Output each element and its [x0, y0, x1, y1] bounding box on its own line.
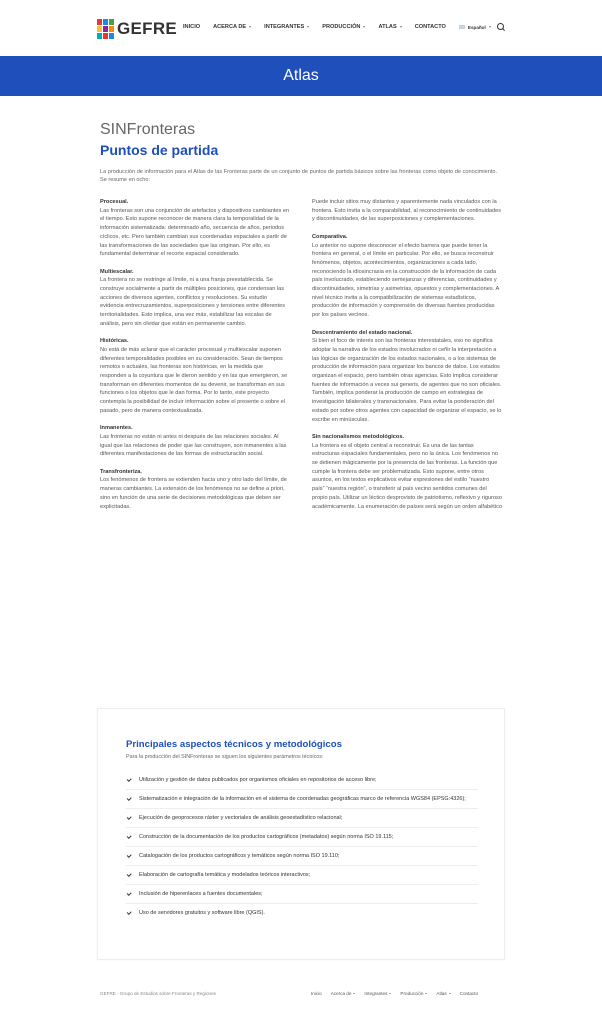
main-nav — [183, 23, 505, 31]
principle-body: Lo anterior no supone desconocer el efecto barrera que puede tener la frontera en general, o el límite en particular. Por ello, se busca reconstruir fenómenos, objetos, acontecimientos, organizaciones a cada lado, reconociendo la idiosincrasia en la construcción de la información de cada país involucrado, estableciendo semejanzas y diferencias, continuidades y discontinuidades, simetrías y asimetrías, opuestos y complementaciones. A nivel técnico invita a la compatibilización de sistemas estadísticos, producción de información y comprensión de diversas fuentes producidas por los países vecinos. — [312, 242, 499, 319]
nav-item-label: CONTACTO — [414, 24, 446, 30]
principle-body: Puede incluir sitios muy distantes y aparentemente nada vinculados con la frontera. Esto invita a la comparabilidad, al reconocimiento de continuidades y discontinuidades, de las superposiciones y complementaciones. — [312, 199, 502, 223]
principle-block — [312, 198, 502, 224]
footer-nav-label: Contacto — [459, 991, 479, 996]
principle-body: La frontera es el objeto central a reconstruir. Es una de las tantas estructuras espaciales fundamentales, pero no la única. Los fenómenos no se detienen mágicamente por la presencia de las fronteras. La función que cumple la frontera debe ser problematizada. Esto supone, entre otros asuntos, en los textos explicativos evitar expresiones del estilo “nuestro país” “nuestra región”, o transferir al país vecino sentidos comunes del propio país. Utilizar un léctico desprovisto de patriotismo, reflexivo y riguroso académicamente. La enumeración de países será según un orden alfabético — [312, 442, 502, 510]
footer-nav — [311, 991, 487, 996]
principle-body: Las fronteras no están ni antes ni después de las relaciones sociales. Al igual que las relaciones de poder que las construyen, son inmanentes a las diferentes manifestaciones de las formas de estructuración social. — [100, 433, 287, 458]
principle-block — [100, 198, 290, 259]
flag-icon — [459, 25, 465, 29]
principle-body: No está de más aclarar que el carácter procesual y multiescalar suponen diferentes temporalidades posibles en su consideración. Sean de tiempos remotos o actuales, las fronteras son históricas, en la medida que responden a la coyuntura que le dieron sentido y en las que emergieron, se transforman en diferentes momentos de su devenir, se transforman en sus funciones o los objetos que le dan forma. Por lo tanto, este proyecto contempla la posibilidad de incluir información sobre el presente o sobre el pasado, pero de manera contextualizada. — [100, 346, 288, 414]
list-item-text: Elaboración de cartografía temática y modelados teóricos interactivos; — [139, 872, 311, 878]
technical-intro: Para la producción del SINFronteras se siguen los siguientes parámetros técnicos: — [126, 754, 324, 760]
check-icon — [127, 796, 132, 801]
check-icon — [127, 872, 132, 877]
nav-item-acerca-de[interactable] — [213, 24, 251, 30]
site-logo[interactable] — [97, 18, 177, 40]
footer-nav-item-acerca-de[interactable] — [331, 991, 356, 996]
language-label: Español — [467, 24, 486, 30]
list-item-text: Ejecución de geoprocesos ráster y vectoriales de análisis geoestadístico relacional; — [139, 815, 343, 821]
footer-nav-item-inicio[interactable] — [311, 991, 322, 996]
footer-nav-item-produccion[interactable] — [400, 991, 427, 996]
check-icon — [127, 853, 132, 858]
principle-title: Comparativa. — [312, 233, 348, 240]
principle-block — [100, 268, 290, 329]
logo-square — [103, 26, 108, 32]
logo-square — [109, 33, 114, 39]
logo-text: GEFRE — [117, 19, 178, 38]
check-icon — [127, 815, 132, 820]
principle-body: Si bien el foco de interés son las fronteras interestatales, eso no significa adoptar la narrativa de los estados involucrados ni ceñir la interpretación a las lógicas de organización de los estados nacionales, o a los sistemas de producción de información para organizar los bancos de datos. Los estados organizan el espacio, pero también otras agencias. Esto implica considerar fuentes de información a veces sui generis, de agentes que no son oficiales. También, implica ponderar la producción de campo en estrategias de investigación bilaterales y transnacionales. Para evitar la ponderación del estado por sobre otros agentes con capacidad de organizar el espacio, se lo escribe en minúsculas. — [312, 338, 502, 423]
principle-block — [312, 329, 502, 425]
page-banner — [0, 56, 602, 96]
chevron-down-icon — [489, 26, 491, 28]
language-selector[interactable] — [459, 25, 491, 30]
check-icon — [127, 891, 132, 896]
principle-title: Multiescalar. — [100, 268, 134, 275]
list-item — [126, 904, 478, 922]
technical-list — [126, 771, 478, 922]
list-item-text: Sistematización e integración de la información en el sistema de coordenadas geográficas marco de referencia WGS84 (EPSG:4326); — [139, 796, 466, 802]
nav-item-label: PRODUCCIÓN — [322, 24, 361, 30]
footer-nav-label: Inicio — [311, 991, 322, 996]
logo-square — [109, 26, 114, 32]
chevron-down-icon — [389, 993, 391, 994]
principle-title: Sin nacionalismos metodológicos. — [312, 433, 405, 440]
list-item-text: Catalogación de los productos cartográficos y temáticos según norma ISO 19.110; — [139, 853, 340, 859]
list-item — [126, 771, 478, 790]
principle-block — [312, 433, 502, 511]
principle-block — [100, 468, 290, 512]
footer-nav-item-contacto[interactable] — [460, 991, 478, 996]
logo-square — [97, 26, 102, 32]
principle-title: Descentramiento del estado nacional. — [312, 329, 413, 336]
chevron-down-icon — [353, 993, 355, 994]
logo-square — [103, 33, 108, 39]
list-item — [126, 847, 478, 866]
principle-title: Transfronteriza. — [100, 468, 142, 475]
nav-item-label: ACERCA DE — [213, 24, 247, 30]
list-item — [126, 790, 478, 809]
principle-block — [100, 424, 290, 459]
footer-nav-item-integrantes[interactable] — [364, 991, 391, 996]
technical-title: Principales aspectos técnicos y metodológicos — [126, 739, 342, 750]
footer-nav-label: Integrantes — [364, 991, 388, 996]
principle-body: Las fronteras son una conjunción de artefactos y dispositivos cambiantes en el tiempo. Esto supone reconocer de manera clara la temporalidad de la información sistematizada: determinado año, secuencia de años, periodos cíclicos, etc. Pero también cambian sus coordenadas espaciales a partir de las transformaciones de las sociedades que las originan. Por ello, es fundamental determinar el recorte espacial considerado. — [100, 207, 290, 258]
nav-item-label: INTEGRANTES — [264, 24, 305, 30]
list-item — [126, 809, 478, 828]
chevron-down-icon — [363, 26, 365, 28]
site-header — [0, 0, 602, 56]
check-icon — [127, 834, 132, 839]
nav-item-label: INICIO — [183, 24, 201, 30]
principle-body: Los fenómenos de frontera se extienden hacia uno y otro lado del límite, de maneras cambiantes. La extensión de los fenómenos no se define a priori, sino en función de una serie de decisiones metodológicas que deben ser explicitadas. — [100, 477, 287, 510]
section-title: Puntos de partida — [100, 142, 219, 158]
list-item — [126, 866, 478, 885]
right-column — [312, 198, 502, 520]
list-item-text: Inclusión de hiperenlaces a fuentes documentales; — [139, 891, 263, 897]
technical-aspects-panel — [97, 708, 505, 960]
footer-nav-label: Acerca de — [330, 991, 352, 996]
principle-body: La frontera no se restringe al límite, ni a una franja preestablecida. Se construye socialmente a partir de múltiples posiciones, que condensan las acciones de diversos agentes, conflictos y resoluciones. Su estudio evidencia entrecruzamientos, superposiciones y tensiones entre diferentes territorialidades. Esto implica, una vez más, estabilizar las escalas de análisis, pero sin olvidar que están en permanente cambio. — [100, 277, 286, 327]
principle-title: Históricas. — [100, 338, 129, 345]
left-column — [100, 198, 290, 520]
chevron-down-icon — [449, 993, 451, 994]
principle-block — [100, 337, 290, 415]
list-item-text: Utilización y gestión de datos publicados por organismos oficiales en repositorios de acceso libre; — [139, 777, 377, 783]
logo-square — [103, 19, 108, 25]
search-icon[interactable] — [497, 23, 505, 31]
list-item — [126, 828, 478, 847]
principle-block — [312, 233, 502, 320]
logo-icon — [97, 19, 114, 39]
site-name-heading: SINFronteras — [100, 121, 196, 138]
check-icon — [127, 910, 132, 915]
nav-item-label: ATLAS — [378, 24, 397, 30]
nav-item-atlas[interactable] — [378, 24, 401, 30]
nav-item-contacto[interactable] — [415, 24, 446, 30]
footer-copyright: GEFRE - Grupo de Estudios sobre Fronteras y Regiones — [100, 991, 216, 996]
chevron-down-icon — [400, 26, 402, 28]
logo-square — [97, 19, 102, 25]
page-title: Atlas — [283, 67, 319, 84]
list-item — [126, 885, 478, 904]
footer-nav-label: Producción — [400, 991, 424, 996]
list-item-text: Construcción de la documentación de los productos cartográficos (metadatos) según norma ISO 19.115; — [139, 834, 394, 840]
intro-paragraph: La producción de información para el Atlas de las Fronteras parte de un conjunto de puntos de partida básicos sobre las fronteras como objeto de conocimiento. Se resume en ocho: — [100, 169, 498, 183]
principle-title: Procesual. — [100, 199, 129, 205]
check-icon — [127, 777, 132, 782]
principle-title: Inmanentes. — [100, 425, 133, 432]
footer-nav-label: Atlas — [436, 991, 447, 996]
nav-item-produccion[interactable] — [322, 24, 365, 30]
chevron-down-icon — [425, 993, 427, 994]
list-item-text: Uso de servidores gratuitos y software libre (QGIS). — [139, 910, 265, 916]
logo-square — [109, 19, 114, 25]
chevron-down-icon — [307, 26, 309, 28]
logo-square — [97, 33, 102, 39]
nav-item-integrantes[interactable] — [264, 24, 309, 30]
chevron-down-icon — [249, 26, 251, 28]
footer-nav-item-atlas[interactable] — [436, 991, 450, 996]
nav-item-inicio[interactable] — [183, 24, 200, 30]
